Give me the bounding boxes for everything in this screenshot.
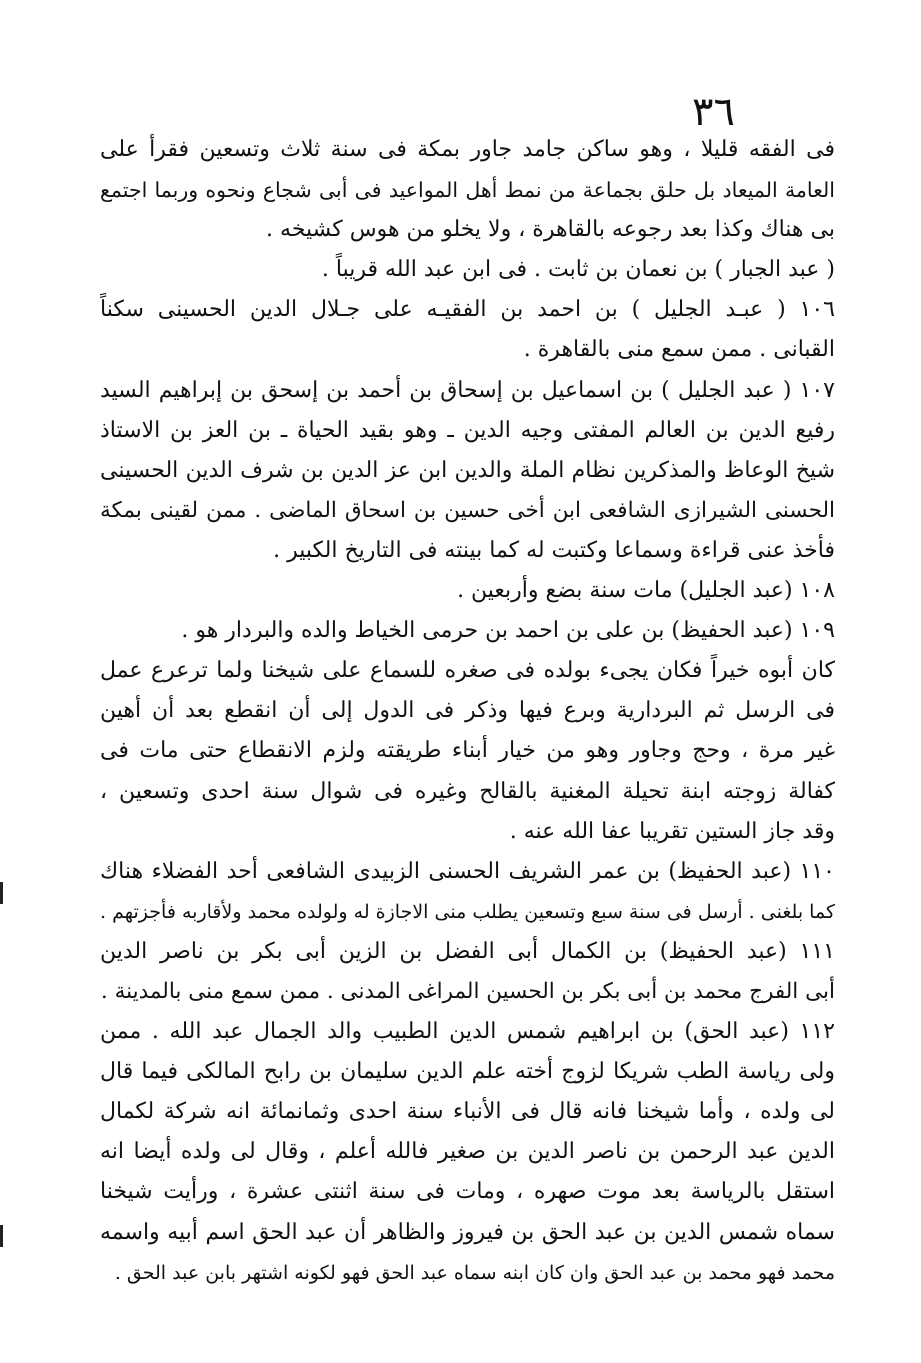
text-line: العامة الميعاد بل حلق بجماعة من نمط أهل المواعيد فى أبى شجاع ونحوه وربما اجتمع: [100, 178, 835, 203]
text-line: شيخ الوعاظ والمذكرين نظام الملة والدين ابن عز الدين بن شرف الدين الحسينى: [100, 457, 835, 483]
entry-line: ١٠٦ ( عبـد الجليل ) بن احمد بن الفقيـه على جـلال الدين الحسينى سكناً: [100, 297, 835, 323]
entry-line: ١٠٩ (عبد الحفيظ) بن على بن احمد بن حرمى الخياط والده والبردار هو .: [181, 618, 835, 644]
text-line: أبى الفرج محمد بن أبى بكر بن الحسين المراغى المدنى . ممن سمع منى بالمدينة .: [100, 978, 835, 1004]
entry-line: ١٠٨ (عبد الجليل) مات سنة بضع وأربعين .: [457, 578, 835, 604]
entry-line: ١١٠ (عبد الحفيظ) بن عمر الشريف الحسنى الزبيدى الشافعى أحد الفضلاء هناك: [100, 858, 835, 884]
scan-edge-mark: [0, 1225, 3, 1247]
scan-edge-mark: [0, 882, 3, 904]
page-body-text: [100, 130, 835, 1293]
text-line: رفيع الدين بن العالم المفتى وجيه الدين ـ وهو بقيد الحياة ـ بن العز بن الاستاذ: [100, 417, 835, 443]
text-line: القبانى . ممن سمع منى بالقاهرة .: [523, 337, 835, 363]
entry-line: ١٠٧ ( عبد الجليل ) بن اسماعيل بن إسحاق بن أحمد بن إسحق بن إبراهيم السيد: [100, 377, 835, 403]
text-line: الدين عبد الرحمن بن ناصر الدين بن صغير فالله أعلم ، وقال لى ولده أيضا انه: [100, 1139, 835, 1165]
text-line: استقل بالرياسة بعد موت صهره ، ومات فى سنة اثنتى عشرة ، ورأيت شيخنا: [100, 1179, 835, 1205]
entry-line: ( عبد الجبار ) بن نعمان بن ثابت . فى ابن عبد الله قريباً .: [321, 257, 835, 283]
page-number: ٣٦: [692, 89, 735, 135]
text-line: الحسنى الشيرازى الشافعى ابن أخى حسين بن اسحاق الماضى . ممن لقينى بمكة: [100, 497, 835, 523]
entry-line: ١١١ (عبد الحفيظ) بن الكمال أبى الفضل بن الزين أبى بكر بن ناصر الدين: [100, 938, 835, 964]
text-line: غير مرة ، وحج وجاور وهو من خيار أبناء طريقته ولزم الانقطاع حتى مات فى: [100, 738, 835, 764]
text-line: لى ولده ، وأما شيخنا فانه قال فى الأنباء سنة احدى وثمانمائة انه شركة لكمال: [100, 1099, 835, 1125]
text-line: وقد جاز الستين تقريبا عفا الله عنه .: [509, 818, 835, 844]
text-line: محمد فهو محمد بن عبد الحق وان كان ابنه سماه عبد الحق فهو لكونه اشتهر بابن عبد الحق .: [114, 1261, 835, 1284]
text-line: كما بلغنى . أرسل فى سنة سبع وتسعين يطلب منى الاجازة له ولولده محمد ولأقاربه فأجزتهم .: [100, 900, 835, 923]
text-line: بى هناك وكذا بعد رجوعه بالقاهرة ، ولا يخلو من هوس كشيخه .: [266, 217, 835, 243]
text-line: كفالة زوجته ابنة تحيلة المغنية بالقالح وغيره فى شوال سنة احدى وتسعين ،: [100, 778, 835, 804]
text-line: فى الرسل ثم البردارية وبرع فيها وذكر فى الدول إلى أن انقطع بعد أن أهين: [100, 698, 835, 724]
text-line: سماه شمس الدين بن عبد الحق بن فيروز والظاهر أن عبد الحق اسم أبيه واسمه: [100, 1219, 835, 1245]
text-line: فى الفقه قليلا ، وهو ساكن جامد جاور بمكة فى سنة ثلاث وتسعين فقرأ على: [100, 137, 835, 162]
text-line: كان أبوه خيراً فكان يجىء بولده فى صغره للسماع على شيخنا ولما ترعرع عمل: [100, 658, 835, 684]
entry-line: ١١٢ (عبد الحق) بن ابراهيم شمس الدين الطبيب والد الجمال عبد الله . ممن: [100, 1019, 835, 1045]
text-line: ولى رياسة الطب شريكا لزوج أخته علم الدين سليمان بن رابح المالكى فيما قال: [100, 1059, 835, 1085]
text-line: فأخذ عنى قراءة وسماعا وكتبت له كما بينته فى التاريخ الكبير .: [273, 537, 835, 563]
